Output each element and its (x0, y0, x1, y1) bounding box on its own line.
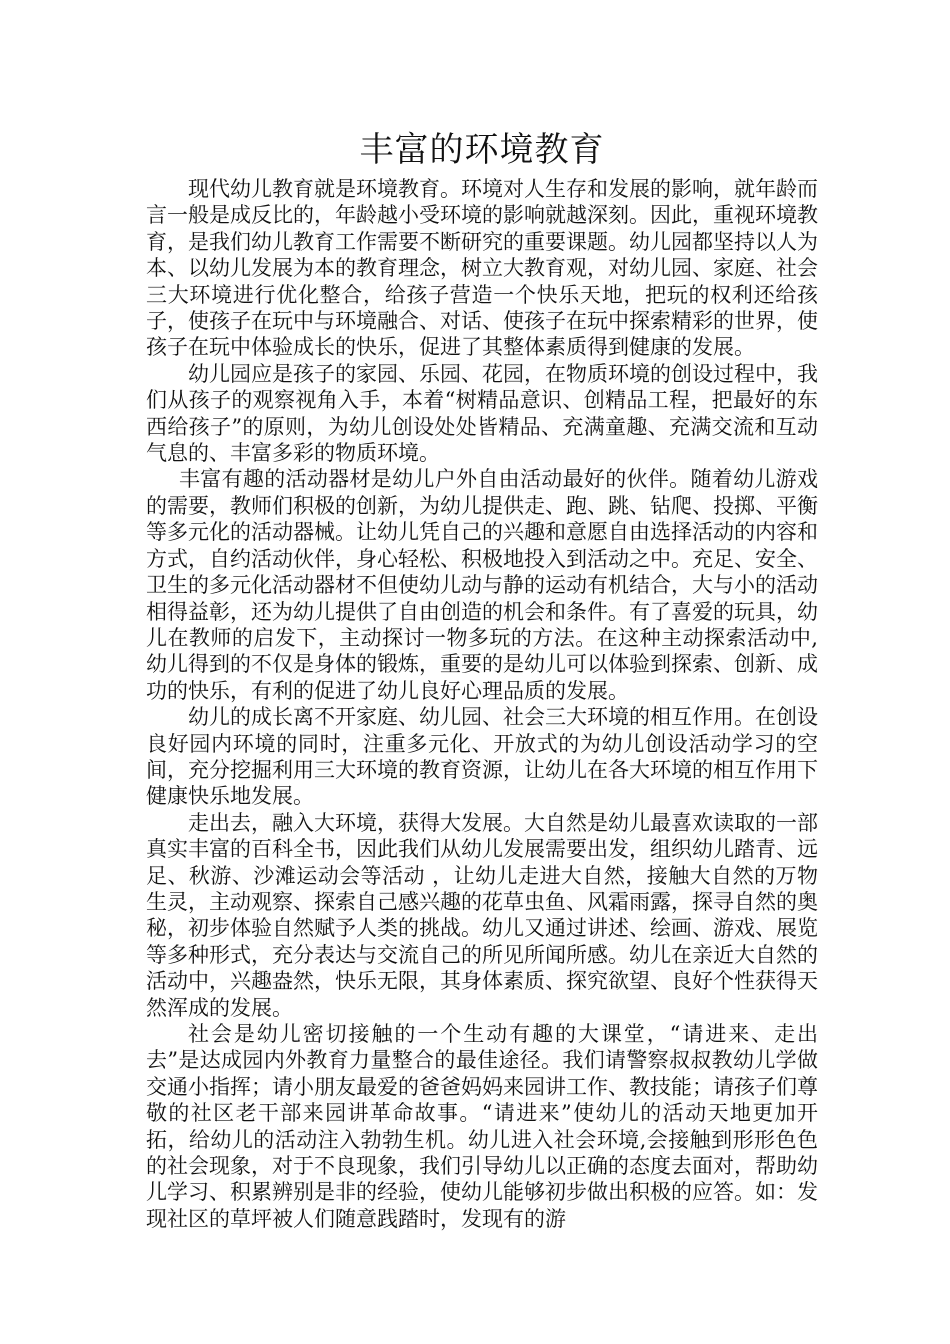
paragraph-6: 社会是幼儿密切接触的一个生动有趣的大课堂，“请进来、走出去”是达成园内外教育力量整合的最佳途径。我们请警察叔叔教幼儿学做交通小指挥；请小朋友最爱的爸爸妈妈来园讲工作、教技能；请孩子们尊敬的社区老干部来园讲革命故事。“请进来”使幼儿的活动天地更加开拓，给幼儿的活动注入勃勃生机。幼儿进入社会环境,会接触到形形色色的社会现象，对于不良现象，我们引导幼儿以正确的态度去面对，帮助幼儿学习、积累辨别是非的经验，使幼儿能够初步做出积极的应答。如：发现社区的草坪被人们随意践踏时，发现有的游 (146, 1022, 818, 1231)
document-page (146, 128, 818, 1232)
paragraph-4: 幼儿的成长离不开家庭、幼儿园、社会三大环境的相互作用。在创设良好园内环境的同时，注重多元化、开放式的为幼儿创设活动学习的空间，充分挖掘利用三大环境的教育资源，让幼儿在各大环境的相互作用下健康快乐地发展。 (146, 705, 818, 809)
paragraph-5: 走出去，融入大环境，获得大发展。大自然是幼儿最喜欢读取的一部真实丰富的百科全书，因此我们从幼儿发展需要出发，组织幼儿踏青、远足、秋游、沙滩运动会等活动 ，让幼儿走进大自然，接触大自然的万物生灵，主动观察、探索自己感兴趣的花草虫鱼、风霜雨露，探寻自然的奥秘，初步体验自然赋予人类的挑战。幼儿又通过讲述、绘画、游戏、展览等多种形式，充分表达与交流自己的所见所闻所感。幼儿在亲近大自然的活动中，兴趣盎然，快乐无限，其身体素质、探究欲望、良好个性获得天然浑成的发展。 (146, 810, 818, 1020)
paragraph-2: 幼儿园应是孩子的家园、乐园、花园，在物质环境的创设过程中，我们从孩子的观察视角入手，本着“树精品意识、创精品工程，把最好的东西给孩子”的原则，为幼儿创设处处皆精品、充满童趣、充满交流和互动气息的、丰富多彩的物质环境。 (146, 361, 818, 466)
paragraph-3: 丰富有趣的活动器材是幼儿户外自由活动最好的伙伴。随着幼儿游戏的需要，教师们积极的创新，为幼儿提供走、跑、跳、钻爬、投掷、平衡等多元化的活动器械。让幼儿凭自己的兴趣和意愿自由选择活动的内容和方式，自约活动伙伴，身心轻松、积极地投入到活动之中。充足、安全、卫生的多元化活动器材不但使幼儿动与静的运动有机结合，大与小的活动相得益彰，还为幼儿提供了自由创造的机会和条件。有了喜爱的玩具，幼儿在教师的启发下，主动探讨一物多玩的方法。在这种主动探索活动中,幼儿得到的不仅是身体的锻炼，重要的是幼儿可以体验到探索、创新、成功的快乐，有利的促进了幼儿良好心理品质的发展。 (146, 467, 818, 703)
paragraph-1: 现代幼儿教育就是环境教育。环境对人生存和发展的影响，就年龄而言一般是成反比的，年龄越小受环境的影响就越深刻。因此，重视环境教育，是我们幼儿教育工作需要不断研究的重要课题。幼儿园都坚持以人为本、以幼儿发展为本的教育理念，树立大教育观，对幼儿园、家庭、社会三大环境进行优化整合，给孩子营造一个快乐天地，把玩的权利还给孩子，使孩子在玩中与环境融合、对话、使孩子在玩中探索精彩的世界，使孩子在玩中体验成长的快乐，促进了其整体素质得到健康的发展。 (146, 177, 818, 360)
page-title: 丰富的环境教育 (359, 130, 605, 170)
